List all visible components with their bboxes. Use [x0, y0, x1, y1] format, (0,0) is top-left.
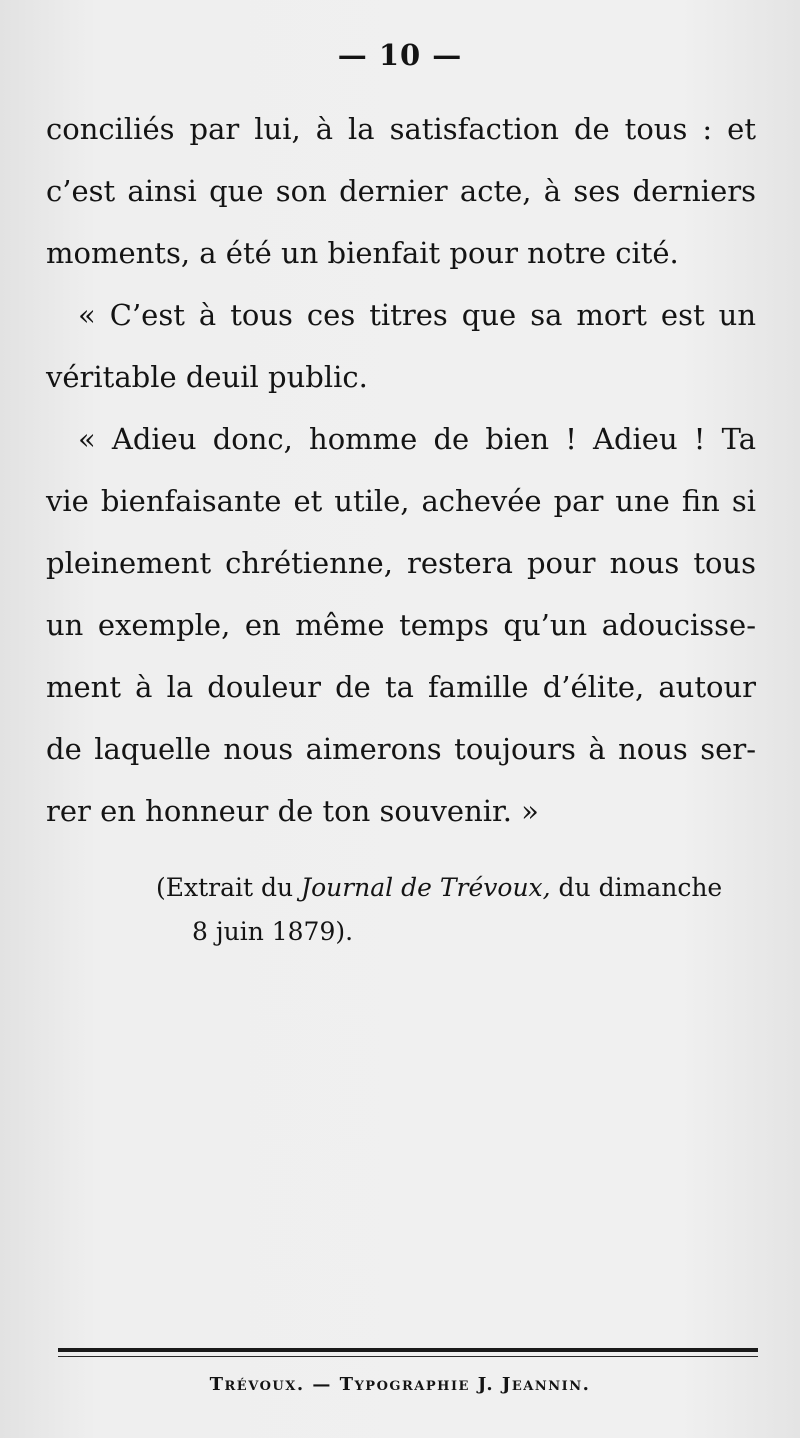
paragraph: [46, 408, 756, 842]
citation-line: [156, 866, 766, 910]
text-line: « C’est à tous ces titres que sa mort est un: [78, 298, 756, 332]
paragraph: [46, 284, 756, 408]
body-text: [46, 98, 756, 842]
journal-title: Journal de Trévoux,: [301, 873, 551, 902]
citation-prefix: (Extrait du: [156, 873, 302, 902]
text-line: de laquelle nous aimerons toujours à nous ser-: [46, 732, 756, 766]
text-line: vie bienfaisante et utile, achevée par une fin si: [46, 484, 756, 518]
text-line: moments, a été un bienfait pour notre cité.: [46, 236, 679, 270]
source-citation: [156, 866, 766, 954]
page-number: — 10 —: [337, 38, 463, 72]
text-line: un exemple, en même temps qu’un adoucisse-: [46, 608, 756, 642]
text-line: ment à la douleur de ta famille d’élite, autour: [46, 670, 756, 704]
footer-rule-thin: [58, 1356, 758, 1357]
text-line: pleinement chrétienne, restera pour nous tous: [46, 546, 756, 580]
text-line: rer en honneur de ton souvenir. »: [46, 794, 539, 828]
text-line: véritable deuil public.: [46, 360, 368, 394]
printer-imprint: Trévoux. — Typographie J. Jeannin.: [209, 1374, 591, 1395]
paragraph: [46, 98, 756, 284]
text-line: « Adieu donc, homme de bien ! Adieu ! Ta: [78, 422, 756, 456]
footer-rule-thick: [58, 1348, 758, 1352]
citation-date: 8 juin 1879).: [192, 917, 354, 946]
citation-suffix: du dimanche: [550, 873, 723, 902]
text-line: c’est ainsi que son dernier acte, à ses derniers: [46, 174, 756, 208]
text-line: conciliés par lui, à la satisfaction de tous : et: [46, 112, 756, 146]
